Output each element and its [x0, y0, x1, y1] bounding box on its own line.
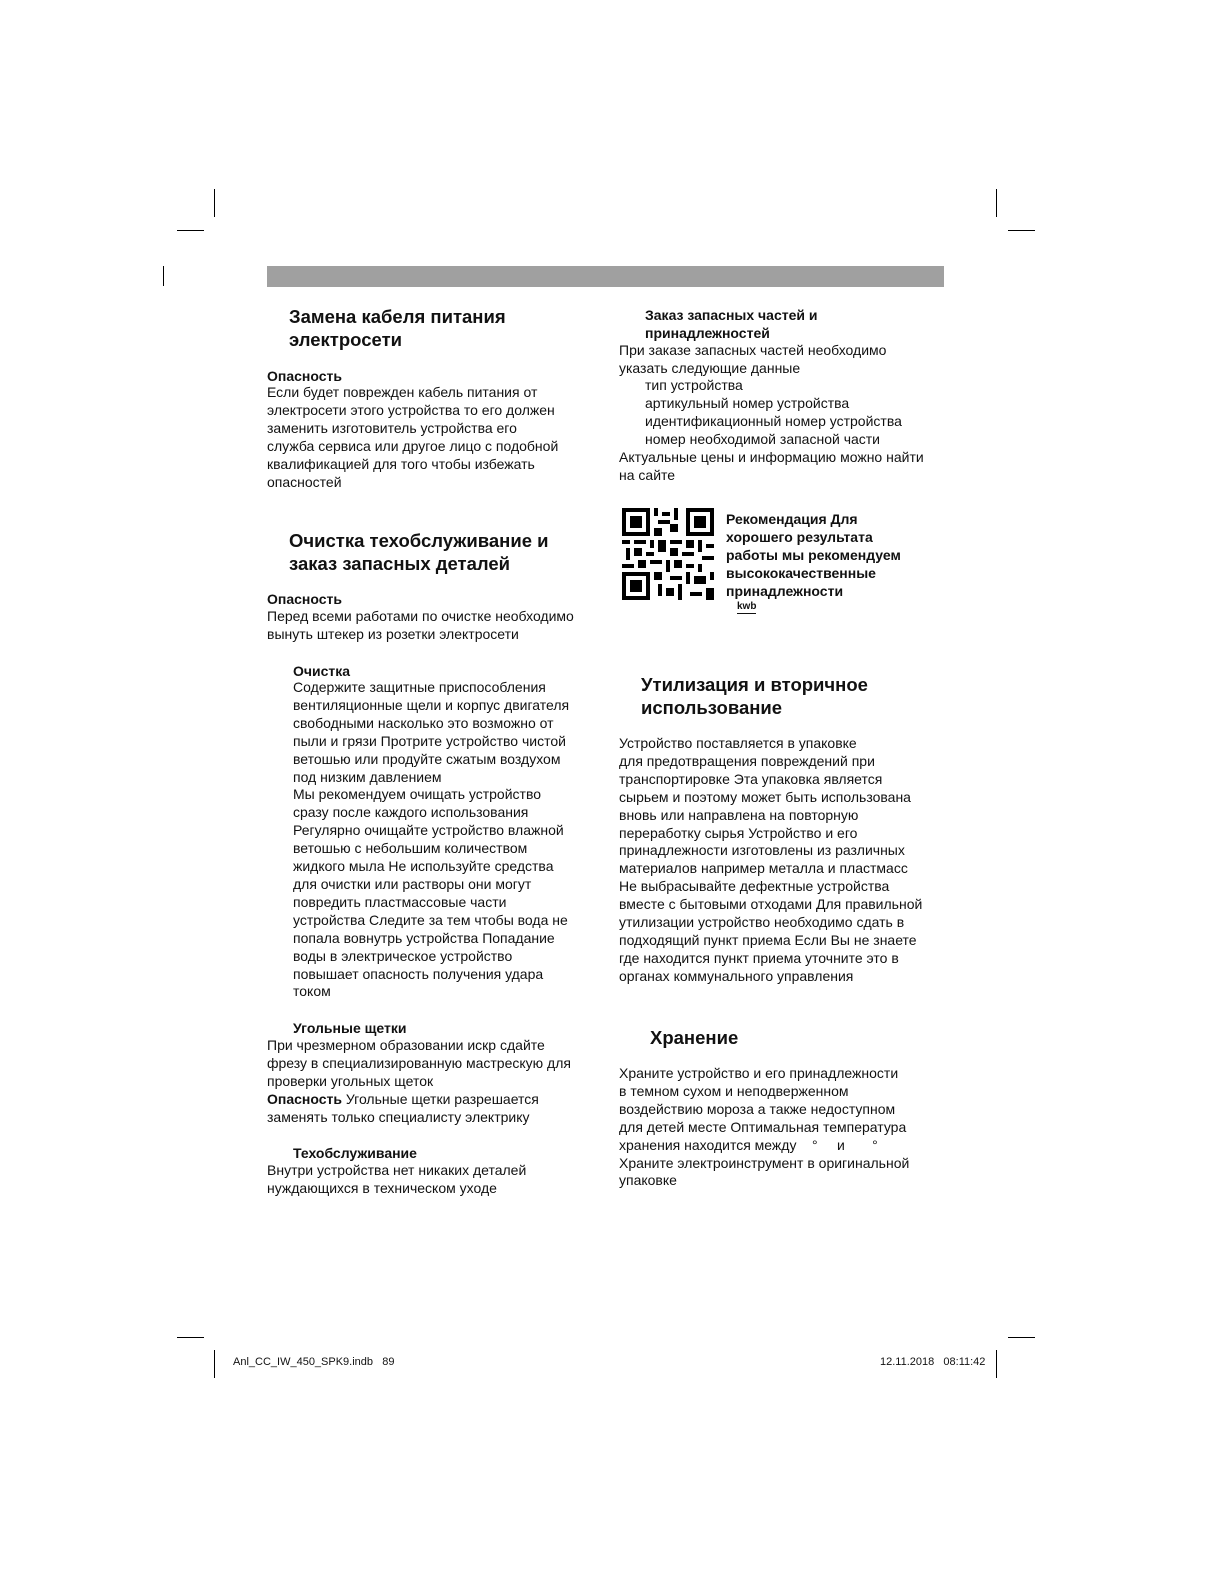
crop-mark [177, 230, 204, 231]
list-item: идентификационный номер устройства [645, 412, 902, 429]
maintenance-text: Внутри устройства нет никаких деталей нуждающихся в техническом уходе [267, 1162, 527, 1196]
cleaning-text: Содержите защитные приспособления вентиляционные щели и корпус двигателя свободными насколько это возможно от пыли и грязи Протрите устройство чистой ветошью или продуйте сжатым воздухом под низким давлением Мы рекомендуем очищать устройство сразу после каждого использования Регулярно очищайте устройство влажной ветошью с небольшим количеством жидкого мыла Не используйте средства для очистки или растворы они могут повредить пластмассовые части устройства Следите за тем чтобы вода не попала вовнутрь устройства Попадание воды в электрическое устройство повышает опасность получения удара током [293, 679, 570, 1000]
recommendation-text: Рекомендация Для хорошего результата работы мы рекомендуем высококачественные принадлежности [726, 511, 901, 599]
maintenance-title: Техобслуживание [293, 1145, 417, 1161]
cable-title: Замена кабеля питания электросети [289, 306, 506, 350]
crop-mark [1008, 230, 1035, 231]
cleaning-danger-text: Перед всеми работами по очистке необходимо вынуть штекер из розетки электросети [267, 608, 574, 642]
disposal-text: Устройство поставляется в упаковке для предотвращения повреждений при транспортировке Эта упаковка является сырьем и поэтому может быть использована вновь или направлена на повторную переработку сырья Устройство и его принадлежности изготовлены из различных материалов например металла и пластмасс Не выбрасывайте дефектные устройства вместе с бытовыми отходами Для правильной утилизации устройство необходимо сдать в подходящий пункт приема Если Вы не знаете где находится пункт приема уточните это в органах коммунального управления [619, 735, 923, 984]
cleaning-subtitle: Очистка [293, 663, 351, 679]
brushes-title: Угольные щетки [293, 1020, 407, 1036]
storage-title: Хранение [650, 1027, 739, 1048]
crop-mark [177, 1337, 204, 1338]
list-item: тип устройства [645, 377, 743, 393]
crop-mark [996, 1350, 997, 1378]
order-title: Заказ запасных частей и принадлежностей [645, 307, 818, 341]
crop-mark [163, 266, 164, 286]
disposal-title: Утилизация и вторичное использование [641, 674, 868, 718]
brushes-danger-label: Опасность [267, 1090, 342, 1107]
brushes-text: При чрезмерном образовании искр сдайте фрезу в специализированную мастрескую для проверки угольных щеток Опасность Угольные щетки разрешается заменять только специалисту электрику [267, 1037, 571, 1125]
crop-mark [996, 189, 997, 217]
cleaning-title: Очистка техобслуживание и заказ запасных деталей [289, 530, 549, 574]
kwb-logo: kwb [737, 601, 757, 612]
order-outro: Актуальные цены и информацию можно найти на сайте [619, 449, 924, 483]
cleaning-danger-label: Опасность [267, 591, 342, 607]
crop-mark [214, 1350, 215, 1378]
crop-mark [1008, 1337, 1035, 1338]
storage-text: Храните устройство и его принадлежности в темном сухом и неподверженном воздействию мороза а также недоступном для детей месте Оптимальная температура хранения находится между ° и ° Храните электроинструмент в оригинальной упаковке [619, 1065, 910, 1189]
crop-mark [214, 189, 215, 217]
header-bar [267, 266, 944, 287]
order-intro: При заказе запасных частей необходимо указать следующие данные [619, 342, 887, 376]
cable-text: Если будет поврежден кабель питания от электросети этого устройства то его должен заменить изготовитель устройства его служба сервиса или другое лицо с подобной квалификацией для того чтобы избежать опасностей [267, 384, 559, 490]
list-item: артикульный номер устройства [645, 394, 850, 411]
cable-danger-label: Опасность [267, 368, 342, 384]
list-item: номер необходимой запасной части [645, 430, 881, 447]
footer-filename: Anl_CC_IW_450_SPK9.indb 89 [233, 1356, 395, 1368]
order-items [645, 377, 902, 449]
footer-timestamp: 12.11.2018 08:11:42 [880, 1356, 986, 1368]
qr-code-icon [622, 508, 714, 600]
